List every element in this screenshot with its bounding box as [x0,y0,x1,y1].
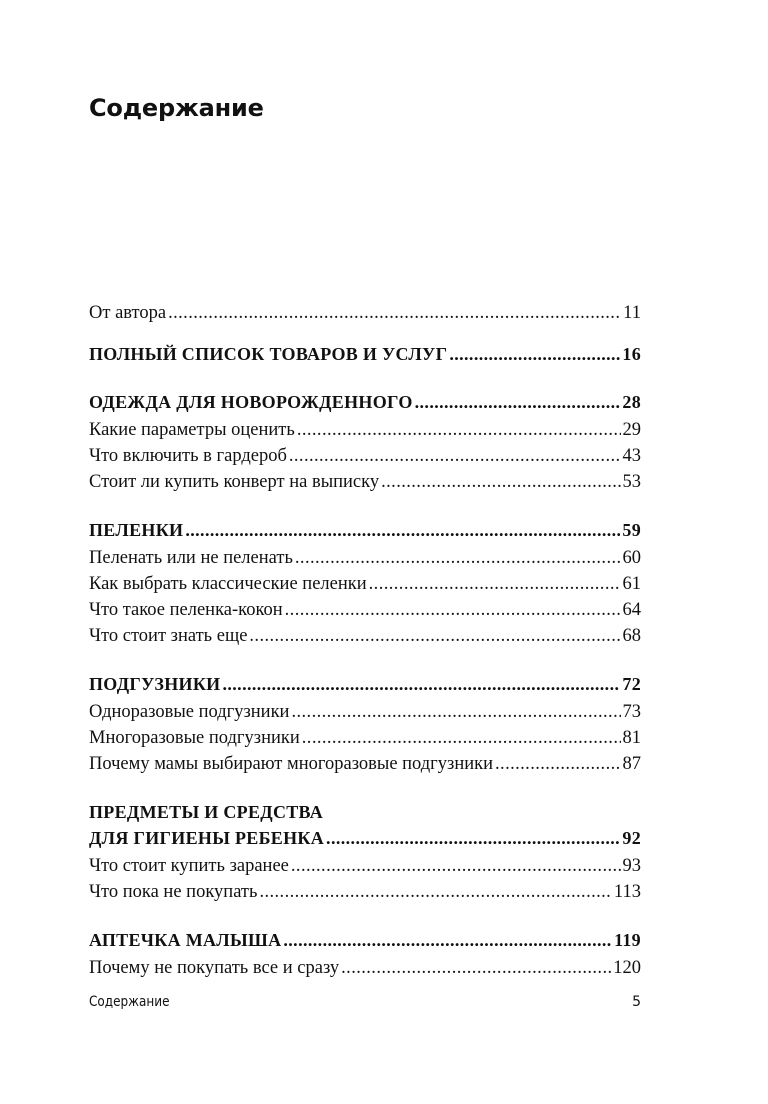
toc-entry[interactable] [89,545,641,571]
toc-entry[interactable] [89,879,641,905]
toc-entry-page: 43 [622,446,641,466]
dot-leader [289,443,621,469]
toc-entry-label: Что пока не покупать [89,882,258,902]
dot-leader [297,417,621,443]
toc-entry-label: Что такое пеленка-кокон [89,600,283,620]
toc-section-swaddles[interactable] [89,517,641,543]
dot-leader [259,879,611,905]
dot-leader [185,517,620,543]
toc-entry-page: 93 [622,856,641,876]
dot-leader [222,671,620,697]
toc-entry-page: 11 [623,303,641,323]
toc-section-diapers[interactable] [89,671,641,697]
toc-entry-page: 61 [622,574,641,594]
toc-entry[interactable] [89,955,641,981]
toc-entry-label: Почему мамы выбирают многоразовые подгузники [89,754,494,774]
toc-section-label: ПОДГУЗНИКИ [89,674,221,694]
toc-section-page: 16 [622,344,641,364]
toc-section-label: ПЕЛЕНКИ [89,520,184,540]
toc-entry-intro[interactable] [89,300,641,326]
dot-leader [168,300,621,326]
dot-leader [291,853,621,879]
toc-section-label: ОДЕЖДА ДЛЯ НОВОРОЖДЕННОГО [89,392,413,412]
toc-entry-page: 113 [613,882,641,902]
dot-leader [415,389,621,415]
dot-leader [291,699,620,725]
dot-leader [302,725,621,751]
toc-section-page: 72 [622,674,641,694]
toc-section-page: 119 [614,930,641,950]
toc-entry-label: Почему не покупать все и сразу [89,958,340,978]
toc-section-page: 28 [622,392,641,412]
toc-entry-label: Что стоит знать еще [89,626,248,646]
toc-entry[interactable] [89,751,641,777]
toc-entry-label: Какие параметры оценить [89,420,295,440]
toc-section-first-aid[interactable] [89,927,641,953]
toc-section-hygiene[interactable] [89,825,641,851]
toc-entry-label: Многоразовые подгузники [89,728,300,748]
toc-entry-page: 53 [622,472,641,492]
toc-entry[interactable] [89,623,641,649]
toc-entry-page: 68 [622,626,641,646]
toc-entry[interactable] [89,571,641,597]
toc-entry-page: 81 [622,728,641,748]
toc-section-label-line1[interactable]: ПРЕДМЕТЫ И СРЕДСТВА [89,802,324,822]
dot-leader [249,623,620,649]
dot-leader [381,469,620,495]
dot-leader [326,825,620,851]
toc-entry[interactable] [89,699,641,725]
toc-entry[interactable] [89,417,641,443]
dot-leader [369,571,621,597]
toc-entry[interactable] [89,443,641,469]
dot-leader [449,341,620,367]
toc-entry[interactable] [89,853,641,879]
toc-entry-label: От автора [89,303,167,323]
toc-entry-label: Стоит ли купить конверт на выписку [89,472,380,492]
toc-entry-page: 87 [622,754,641,774]
toc-section-label: ДЛЯ ГИГИЕНЫ РЕБЕНКА [89,828,325,848]
toc-section-page: 59 [622,520,641,540]
running-footer-section: Содержание [89,994,170,1010]
toc-section-label: АПТЕЧКА МАЛЫША [89,930,282,950]
toc-section-label: ПОЛНЫЙ СПИСОК ТОВАРОВ И УСЛУГ [89,344,448,364]
dot-leader [285,597,621,623]
toc-section-clothes[interactable] [89,389,641,415]
dot-leader [283,927,612,953]
toc-entry-label: Одноразовые подгузники [89,702,290,722]
toc-entry-page: 60 [622,548,641,568]
toc-entry[interactable] [89,725,641,751]
table-of-contents [89,300,641,981]
toc-entry[interactable] [89,469,641,495]
toc-section-full-list[interactable] [89,341,641,367]
toc-entry[interactable] [89,597,641,623]
toc-entry-page: 29 [622,420,641,440]
toc-section-page: 92 [622,828,641,848]
toc-entry-label: Что стоит купить заранее [89,856,289,876]
toc-entry-label: Пеленать или не пеленать [89,548,293,568]
dot-leader [495,751,620,777]
toc-entry-label: Что включить в гардероб [89,446,287,466]
dot-leader [341,955,611,981]
toc-entry-label: Как выбрать классические пеленки [89,574,367,594]
toc-entry-page: 64 [622,600,641,620]
toc-entry-page: 120 [613,958,641,978]
toc-entry-page: 73 [622,702,641,722]
dot-leader [295,545,621,571]
page-number: 5 [632,994,641,1010]
page-title: Содержание [89,94,264,122]
